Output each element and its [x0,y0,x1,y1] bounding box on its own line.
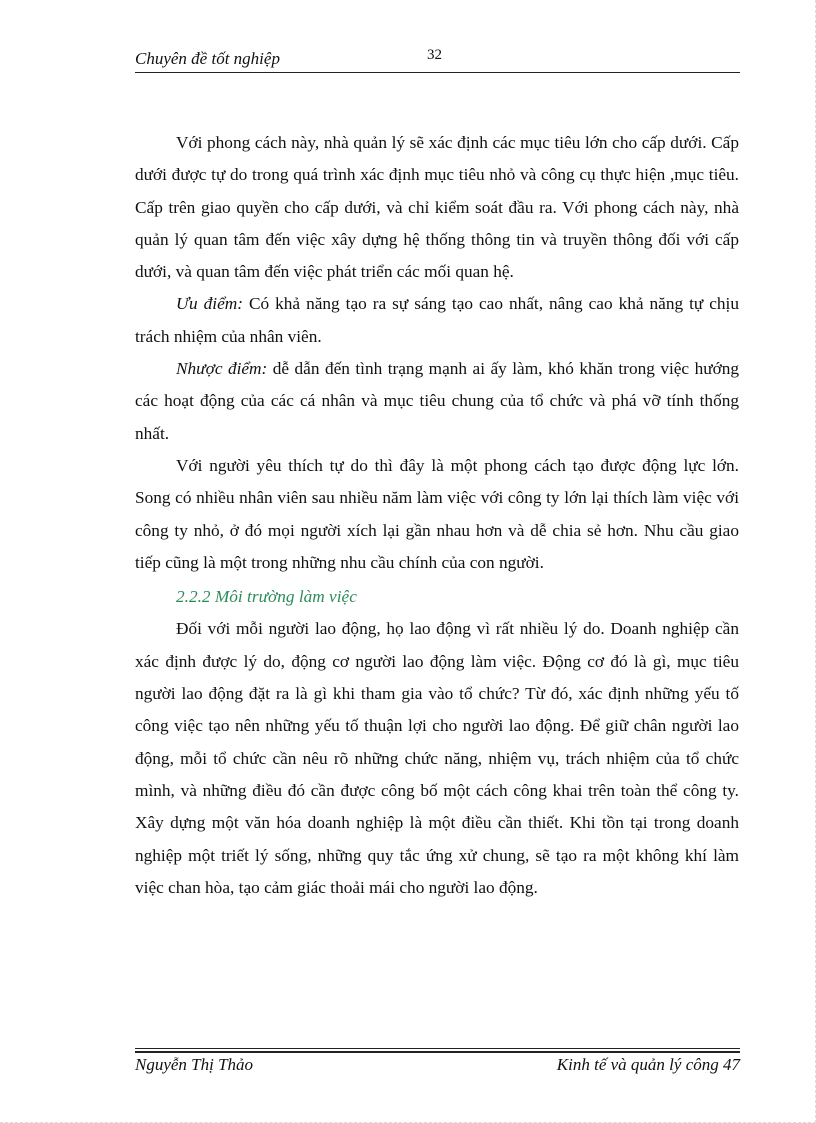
advantage-text: Có khả năng tạo ra sự sáng tạo cao nhất, nâng cao khả năng tự chịu trách nhiệm của nhân viên. [135,294,739,346]
advantage-label: Ưu điểm: [176,294,244,314]
footer-author: Nguyễn Thị Thảo [135,1055,254,1074]
paragraph-disadvantages [135,353,739,450]
header-title: Chuyên đề tốt nghiệp [135,49,280,68]
paragraph-work-environment: Đối với mỗi người lao động, họ lao động vì rất nhiều lý do. Doanh nghiệp cần xác định được lý do, động cơ người lao động làm việc. Động cơ đó là gì, mục tiêu người lao động đặt ra là gì khi tham gia vào tổ chức? Từ đó, xác định những yếu tố công việc tạo nên những yếu tố thuận lợi cho người lao động. Để giữ chân người lao động, mỗi tổ chức cần nêu rõ những chức năng, nhiệm vụ, trách nhiệm của tổ chức mình, và những điều đó cần được công bố một cách công khai trên toàn thể công ty. Xây dựng một văn hóa doanh nghiệp là một điều cần thiết. Khi tồn tại trong doanh nghiệp một triết lý sống, những quy tắc ứng xử chung, sẽ tạo ra một không khí làm việc chan hòa, tạo cảm giác thoải mái cho người lao động. [135,619,739,897]
footer-rule-thick [135,1051,740,1053]
section-heading: 2.2.2 Môi trường làm việc [176,587,357,607]
page-header [135,46,740,73]
footer-rule [135,1048,740,1049]
page-footer [135,1048,740,1078]
page-number: 32 [427,47,442,63]
paragraph-freedom-motivation: Với người yêu thích tự do thì đây là một phong cách tạo được động lực lớn. Song có nhiều nhân viên sau nhiều năm làm việc với công ty lớn lại thích làm việc với công ty nhỏ, ở đó mọi người xích lại gần nhau hơn và dễ chia sẻ hơn. Nhu cầu giao tiếp cũng là một trong những nhu cầu chính của con người. [135,455,739,572]
paragraph-advantages [135,288,739,353]
disadvantage-text: dễ dẫn đến tình trạng mạnh ai ấy làm, khó khăn trong việc hướng các hoạt động của các cá nhân và mục tiêu chung của tổ chức và phá vỡ tính thống nhất. [135,359,739,443]
paragraph-leadership-style: Với phong cách này, nhà quản lý sẽ xác định các mục tiêu lớn cho cấp dưới. Cấp dưới được tự do trong quá trình xác định mục tiêu nhỏ và công cụ thực hiện ,mục tiêu. Cấp trên giao quyền cho cấp dưới, và chỉ kiểm soát đầu ra. Với phong cách này, nhà quản lý quan tâm đến việc xây dựng hệ thống thông tin và truyền thông đối với cấp dưới, và quan tâm đến việc phát triển các mối quan hệ. [135,133,739,282]
disadvantage-label: Nhược điểm: [176,359,268,379]
footer-class-info: Kinh tế và quản lý công 47 [556,1055,740,1074]
document-body [135,127,739,904]
